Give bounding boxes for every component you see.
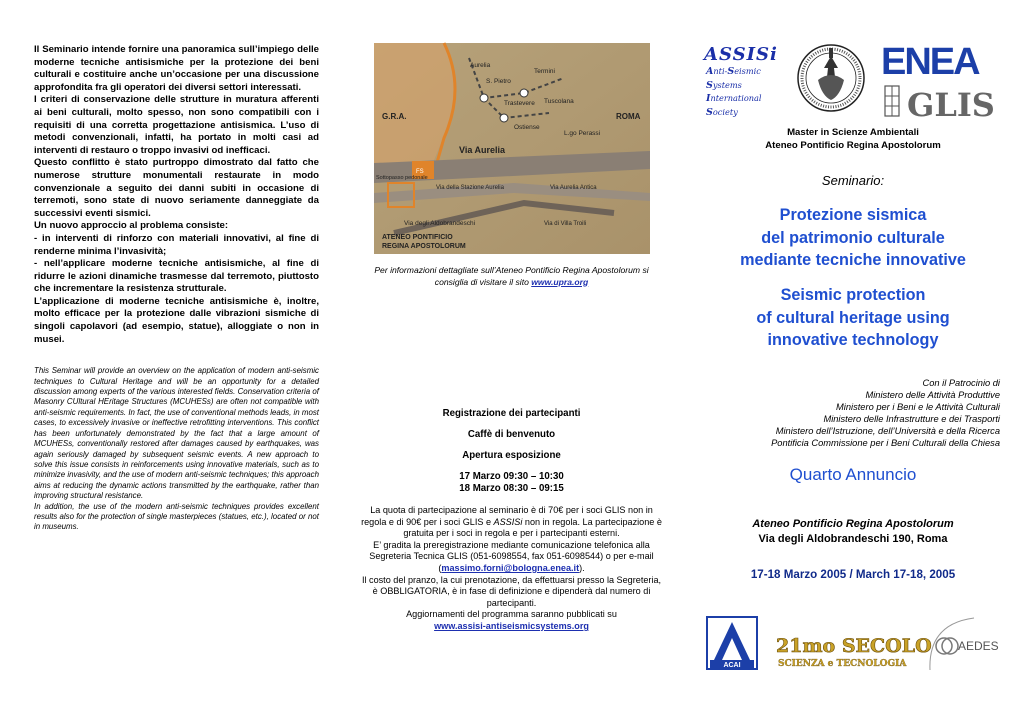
venue-name: Ateneo Pontificio Regina Apostolorum bbox=[752, 518, 954, 530]
map-label: REGINA APOSTOLORUM bbox=[382, 243, 466, 250]
italian-description bbox=[34, 44, 319, 346]
registration-date-1: 17 Marzo 09:30 – 10:30 bbox=[459, 471, 564, 482]
logo-row bbox=[696, 40, 1010, 122]
info-assisi: ASSISi bbox=[493, 516, 523, 527]
info-text: Il costo del pranzo, la cui prenotazione, da effettuarsi presso la Segreteria, è OBBLIGATORIA, è in fase di definizione e dipenderà dal numero di partecipanti. bbox=[361, 574, 662, 608]
middle-column bbox=[341, 0, 682, 724]
master-line: Ateneo Pontificio Regina Apostolorum bbox=[765, 139, 941, 151]
map-label: ROMA bbox=[616, 112, 641, 121]
map-label: Via Aurelia bbox=[459, 145, 506, 155]
en-paragraph: In addition, the use of the modern anti-seismic techniques provides excellent results also for the protection of single masterpieces (statues, etc.), located or not in museums. bbox=[34, 501, 319, 532]
map-label: Trastevere bbox=[504, 100, 535, 107]
svg-text:GLIS: GLIS bbox=[907, 86, 995, 124]
enea-glis-logo bbox=[881, 40, 1007, 124]
svg-text:21mo SECOLO: 21mo SECOLO bbox=[776, 635, 932, 657]
master-line: Master in Scienze Ambientali bbox=[787, 127, 919, 138]
map-label: Via della Stazione Aurelia bbox=[436, 185, 504, 191]
map-label: L.go Perassi bbox=[564, 130, 601, 137]
map-svg bbox=[374, 43, 650, 254]
venue-address: Via degli Aldobrandeschi 190, Roma bbox=[758, 533, 948, 545]
participation-info bbox=[361, 505, 662, 633]
patronage-item: Ministero per i Beni e le Attività Culturali bbox=[836, 402, 1000, 412]
svg-text:ACAI: ACAI bbox=[723, 662, 741, 669]
master-info bbox=[696, 127, 1010, 152]
venue bbox=[696, 517, 1010, 547]
patronage-list bbox=[696, 377, 1010, 449]
upra-link[interactable]: www.upra.org bbox=[531, 276, 589, 287]
registration-block bbox=[361, 408, 662, 633]
quarto-annuncio: Quarto Annuncio bbox=[789, 465, 917, 484]
sponsor-logos bbox=[696, 614, 1010, 674]
location-map-photo bbox=[374, 43, 650, 254]
patronage-item: Ministero delle Attività Produttive bbox=[865, 390, 1000, 400]
acai-logo bbox=[706, 616, 758, 670]
assisi-title: ASSISi bbox=[704, 44, 778, 65]
assisi-website-link[interactable]: www.assisi-antiseismicsystems.org bbox=[434, 620, 589, 631]
title-english: Seismic protection of cultural heritage using innovative technology bbox=[756, 286, 950, 349]
it-paragraph: Il Seminario intende fornire una panoramica sull’impiego delle moderne tecniche antisismiche per la protezione dei beni culturali e costituire anche un’occasione per una discussione approfondita fra gli operatori dei diversi settori interessati. bbox=[34, 44, 319, 93]
21mo-secolo-logo bbox=[776, 632, 932, 672]
it-paragraph: - in interventi di rinforzo con materiali innovativi, al fine di renderne minima l’invasività; bbox=[34, 232, 319, 257]
info-text: E’ gradita la preregistrazione mediante comunicazione telefonica alla Segreteria Tecnica GLIS (051-6098554, fax 051-6098544) o per e-mail ( bbox=[369, 539, 654, 573]
info-text: ). bbox=[579, 562, 585, 573]
english-description bbox=[34, 366, 319, 533]
email-link[interactable]: massimo.forni@bologna.enea.it bbox=[441, 562, 580, 573]
pontifical-seal-logo bbox=[796, 40, 866, 116]
patronage-item: Con il Patrocinio di bbox=[922, 378, 1000, 388]
map-node bbox=[480, 94, 488, 102]
map-node bbox=[520, 89, 528, 97]
map-label: Tuscolana bbox=[544, 98, 574, 105]
map-label: ATENEO PONTIFICIO bbox=[382, 234, 453, 241]
aedes-logo bbox=[924, 614, 1002, 674]
map-label: Aurelia bbox=[470, 62, 491, 69]
patronage-item: Ministero delle Infrastrutture e dei Trasporti bbox=[823, 414, 1000, 424]
left-column bbox=[0, 0, 341, 724]
registration-date-2: 18 Marzo 08:30 – 09:15 bbox=[459, 483, 564, 494]
svg-text:ENEA: ENEA bbox=[881, 41, 979, 83]
patronage-item: Ministero dell’Istruzione, dell’Università e della Ricerca bbox=[775, 426, 1000, 436]
registrazione-label: Registrazione dei partecipanti bbox=[442, 408, 581, 419]
map-label: Via di Villa Troili bbox=[544, 221, 587, 227]
title-italian: Protezione sismica del patrimonio culturale mediante tecniche innovative bbox=[740, 206, 966, 269]
info-text: La quota di partecipazione al seminario è di 70€ per i soci GLIS non in regola e di 90€ per i soci GLIS e bbox=[361, 505, 653, 527]
map-label: S. Pietro bbox=[486, 78, 511, 85]
it-paragraph: Un nuovo approccio al problema consiste: bbox=[34, 220, 229, 232]
en-paragraph: This Seminar will provide an overview on the application of modern anti-seismic techniques to Cultural Heritage and will be an opportunity for a detailed discussion among experts of the various interested fields. Conservation criteria of Masonry CUltural HEritage Structures (MCUHESs) are often not compatible with anti-seismic requirements. In fact, the use of conventional methods leads, in most cases, to excessively invasive or ineffective retrofitting interventions. This conflict has been unfortunately demonstrated by the fact that a large amount of MCUHESs, conventionally restored after damages caused by earthquakes, was again seriously damaged by subsequent seismic events. A new approach to solve this issue consists in reinforcements using innovative materials, such as to minimize invasivity, and the use of modern anti-seismic techniques; this approach aims at reducing the dynamic actions transmitted by the earthquake, rather than improving structural resistance. bbox=[34, 366, 319, 501]
it-paragraph: L’applicazione di moderne tecniche antisismiche è, inoltre, molto efficace per la protezione dalle vibrazioni sismiche di singoli capolavori (ad esempio, statue), alloggiate o non in musei. bbox=[34, 295, 319, 345]
apertura-label: Apertura esposizione bbox=[462, 450, 561, 461]
map-label: Sottopasso pedonale bbox=[376, 175, 428, 181]
map-label: Via Aurelia Antica bbox=[550, 185, 597, 191]
map-caption bbox=[361, 265, 662, 288]
assisi-logo bbox=[704, 44, 794, 119]
it-paragraph: I criteri di conservazione delle strutture in muratura afferenti ai beni culturali, molto spesso, non sono compatibili con i requisiti di una corretta progettazione antisismica. L’uso di metodi convenzionali, infatti, ha portato in molti casi ad interventi di restauro o troppo invasivi od inefficaci. bbox=[34, 94, 319, 156]
map-node bbox=[500, 114, 508, 122]
info-text: non in regola. La partecipazione è gratuita per i soci in regola e per i partecipanti esterni. bbox=[403, 516, 662, 539]
map-label: FS bbox=[416, 169, 424, 175]
glis-building-icon bbox=[885, 86, 899, 116]
info-text: Aggiornamenti del programma saranno pubblicati su bbox=[406, 609, 617, 620]
svg-text:AEDES: AEDES bbox=[958, 639, 999, 653]
event-dates: 17-18 Marzo 2005 / March 17-18, 2005 bbox=[750, 568, 956, 581]
map-label: Ostiense bbox=[514, 124, 540, 131]
map-label: G.R.A. bbox=[382, 112, 407, 121]
caption-text: Per informazioni dettagliate sull’Ateneo Pontificio Regina Apostolorum si consiglia di visitare il sito bbox=[374, 265, 649, 287]
patronage-item: Pontificia Commissione per i Beni Culturali della Chiesa bbox=[771, 438, 1000, 448]
caffe-label: Caffè di benvenuto bbox=[467, 429, 556, 440]
svg-text:SCIENZA e TECNOLOGIA: SCIENZA e TECNOLOGIA bbox=[778, 659, 907, 669]
map-label: Termini bbox=[534, 68, 555, 75]
it-paragraph: - nell’applicare moderne tecniche antisismiche, al fine di ridurre le azioni dinamiche trasmesse dal terremoto, piuttosto che incrementare la resistenza strutturale. bbox=[34, 258, 319, 295]
seminario-label: Seminario: bbox=[821, 173, 885, 188]
map-label: Via degli Aldobrandeschi bbox=[404, 220, 476, 227]
right-column bbox=[682, 0, 1024, 724]
it-paragraph: Questo conflitto è stato purtroppo dimostrato dal fatto che numerose strutture monumentali restaurate in modo convenzionale a seguito dei danni subiti in occasione di terremoti, sono state di nuovo seriamente danneggiate da successivi eventi sismici. bbox=[34, 157, 319, 219]
assisi-subtitle: Anti-Seismic Systems International Society bbox=[706, 66, 762, 118]
